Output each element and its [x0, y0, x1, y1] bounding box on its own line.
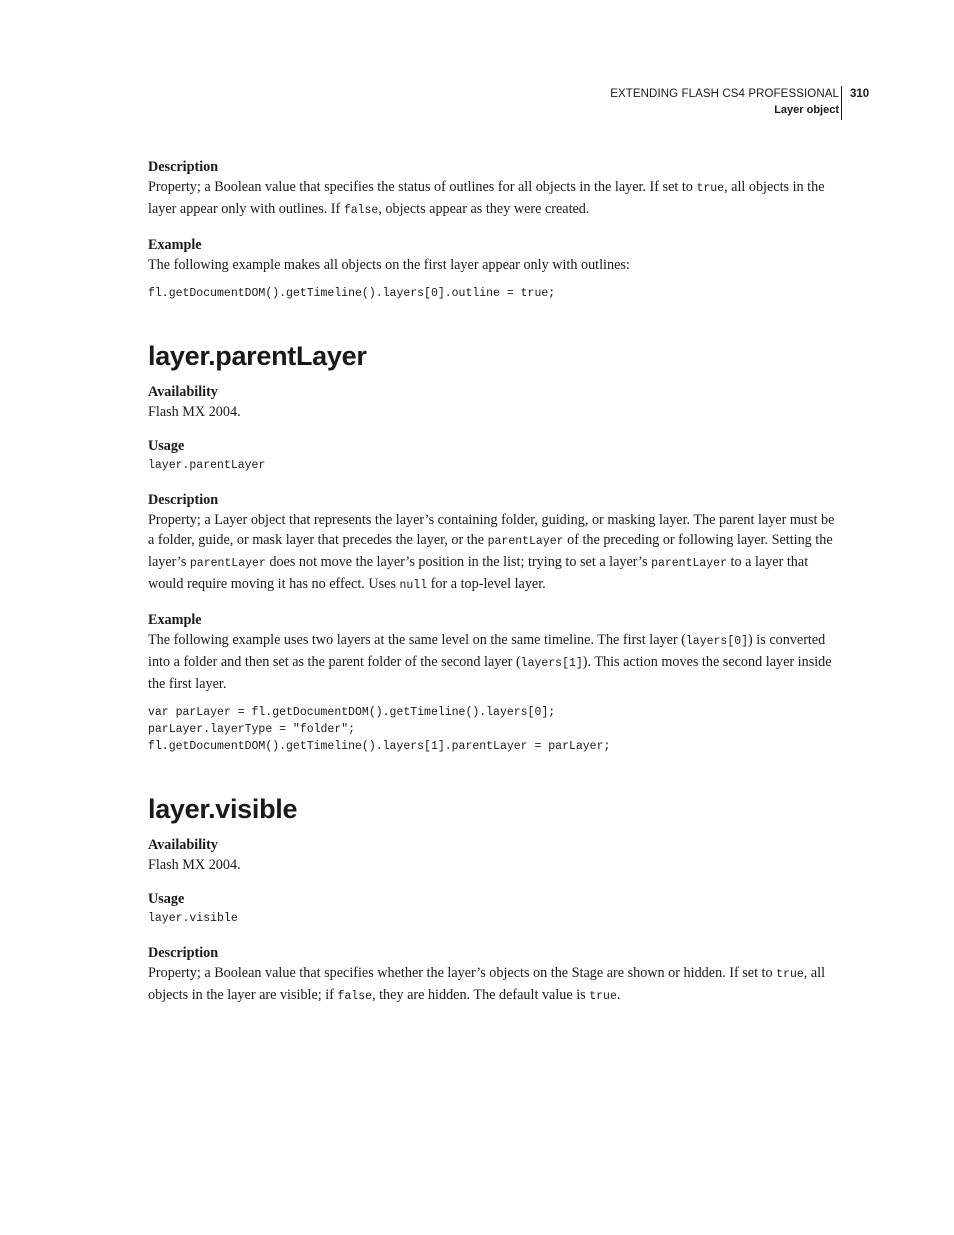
usage-label: Usage	[148, 891, 185, 907]
visible-usage	[148, 889, 840, 929]
outline-description	[148, 157, 840, 221]
page-number: 310	[850, 88, 870, 100]
description-label: Description	[148, 945, 219, 961]
availability-label: Availability	[148, 384, 218, 400]
section-heading-visible: layer.visible	[148, 794, 298, 824]
description-text: Property; a Boolean value that specifies whether the layer’s objects on the Stage are shown or hidden. If set to true, all objects in the layer are visible; if false, they are hidden. The default value is true.	[148, 965, 826, 1003]
parentlayer-availability	[148, 382, 840, 422]
usage-label: Usage	[148, 438, 185, 454]
description-text: Property; a Layer object that represents the layer’s containing folder, guiding, or masking layer. The parent layer must be a folder, guide, or mask layer that precedes the layer, or the parentLayer of the preceding or following layer. Setting the layer’s parentLayer does not move the layer’s position in the list; trying to set a layer’s parentLayer to a layer that would require moving it has no effect. Uses null for a top-level layer.	[148, 512, 835, 592]
section-title: Layer object	[774, 104, 839, 116]
header-titles	[610, 86, 842, 120]
usage-code: layer.visible	[148, 912, 238, 925]
parentlayer-usage	[148, 436, 840, 476]
description-text: Property; a Boolean value that specifies the status of outlines for all objects in the layer. If set to true, all objects in the layer appear only with outlines. If false, objects appear as they were created.	[148, 179, 825, 217]
outline-example	[148, 235, 840, 302]
example-code: var parLayer = fl.getDocumentDOM().getTimeline().layers[0]; parLayer.layerType = "folder"; fl.getDocumentDOM().getTimeline().layers[1].parentLayer = parLayer;	[148, 706, 611, 753]
visible-description	[148, 943, 840, 1007]
visible-availability	[148, 835, 840, 875]
usage-code: layer.parentLayer	[148, 459, 266, 472]
description-label: Description	[148, 492, 219, 508]
parentlayer-description	[148, 490, 840, 596]
page-content	[148, 157, 840, 1021]
section-heading-parentlayer: layer.parentLayer	[148, 341, 367, 371]
example-label: Example	[148, 237, 202, 253]
availability-text: Flash MX 2004.	[148, 857, 241, 873]
example-code: fl.getDocumentDOM().getTimeline().layers[0].outline = true;	[148, 287, 556, 300]
description-label: Description	[148, 159, 219, 175]
example-text: The following example makes all objects on the first layer appear only with outlines:	[148, 257, 630, 273]
book-title: EXTENDING FLASH CS4 PROFESSIONAL	[610, 88, 839, 100]
availability-text: Flash MX 2004.	[148, 404, 241, 420]
parentlayer-example	[148, 610, 840, 755]
example-label: Example	[148, 612, 202, 628]
example-text: The following example uses two layers at the same level on the same timeline. The first layer (layers[0]) is converted into a folder and then set as the parent folder of the second layer (layers[1]). This action moves the second layer inside the first layer.	[148, 632, 832, 692]
availability-label: Availability	[148, 837, 218, 853]
